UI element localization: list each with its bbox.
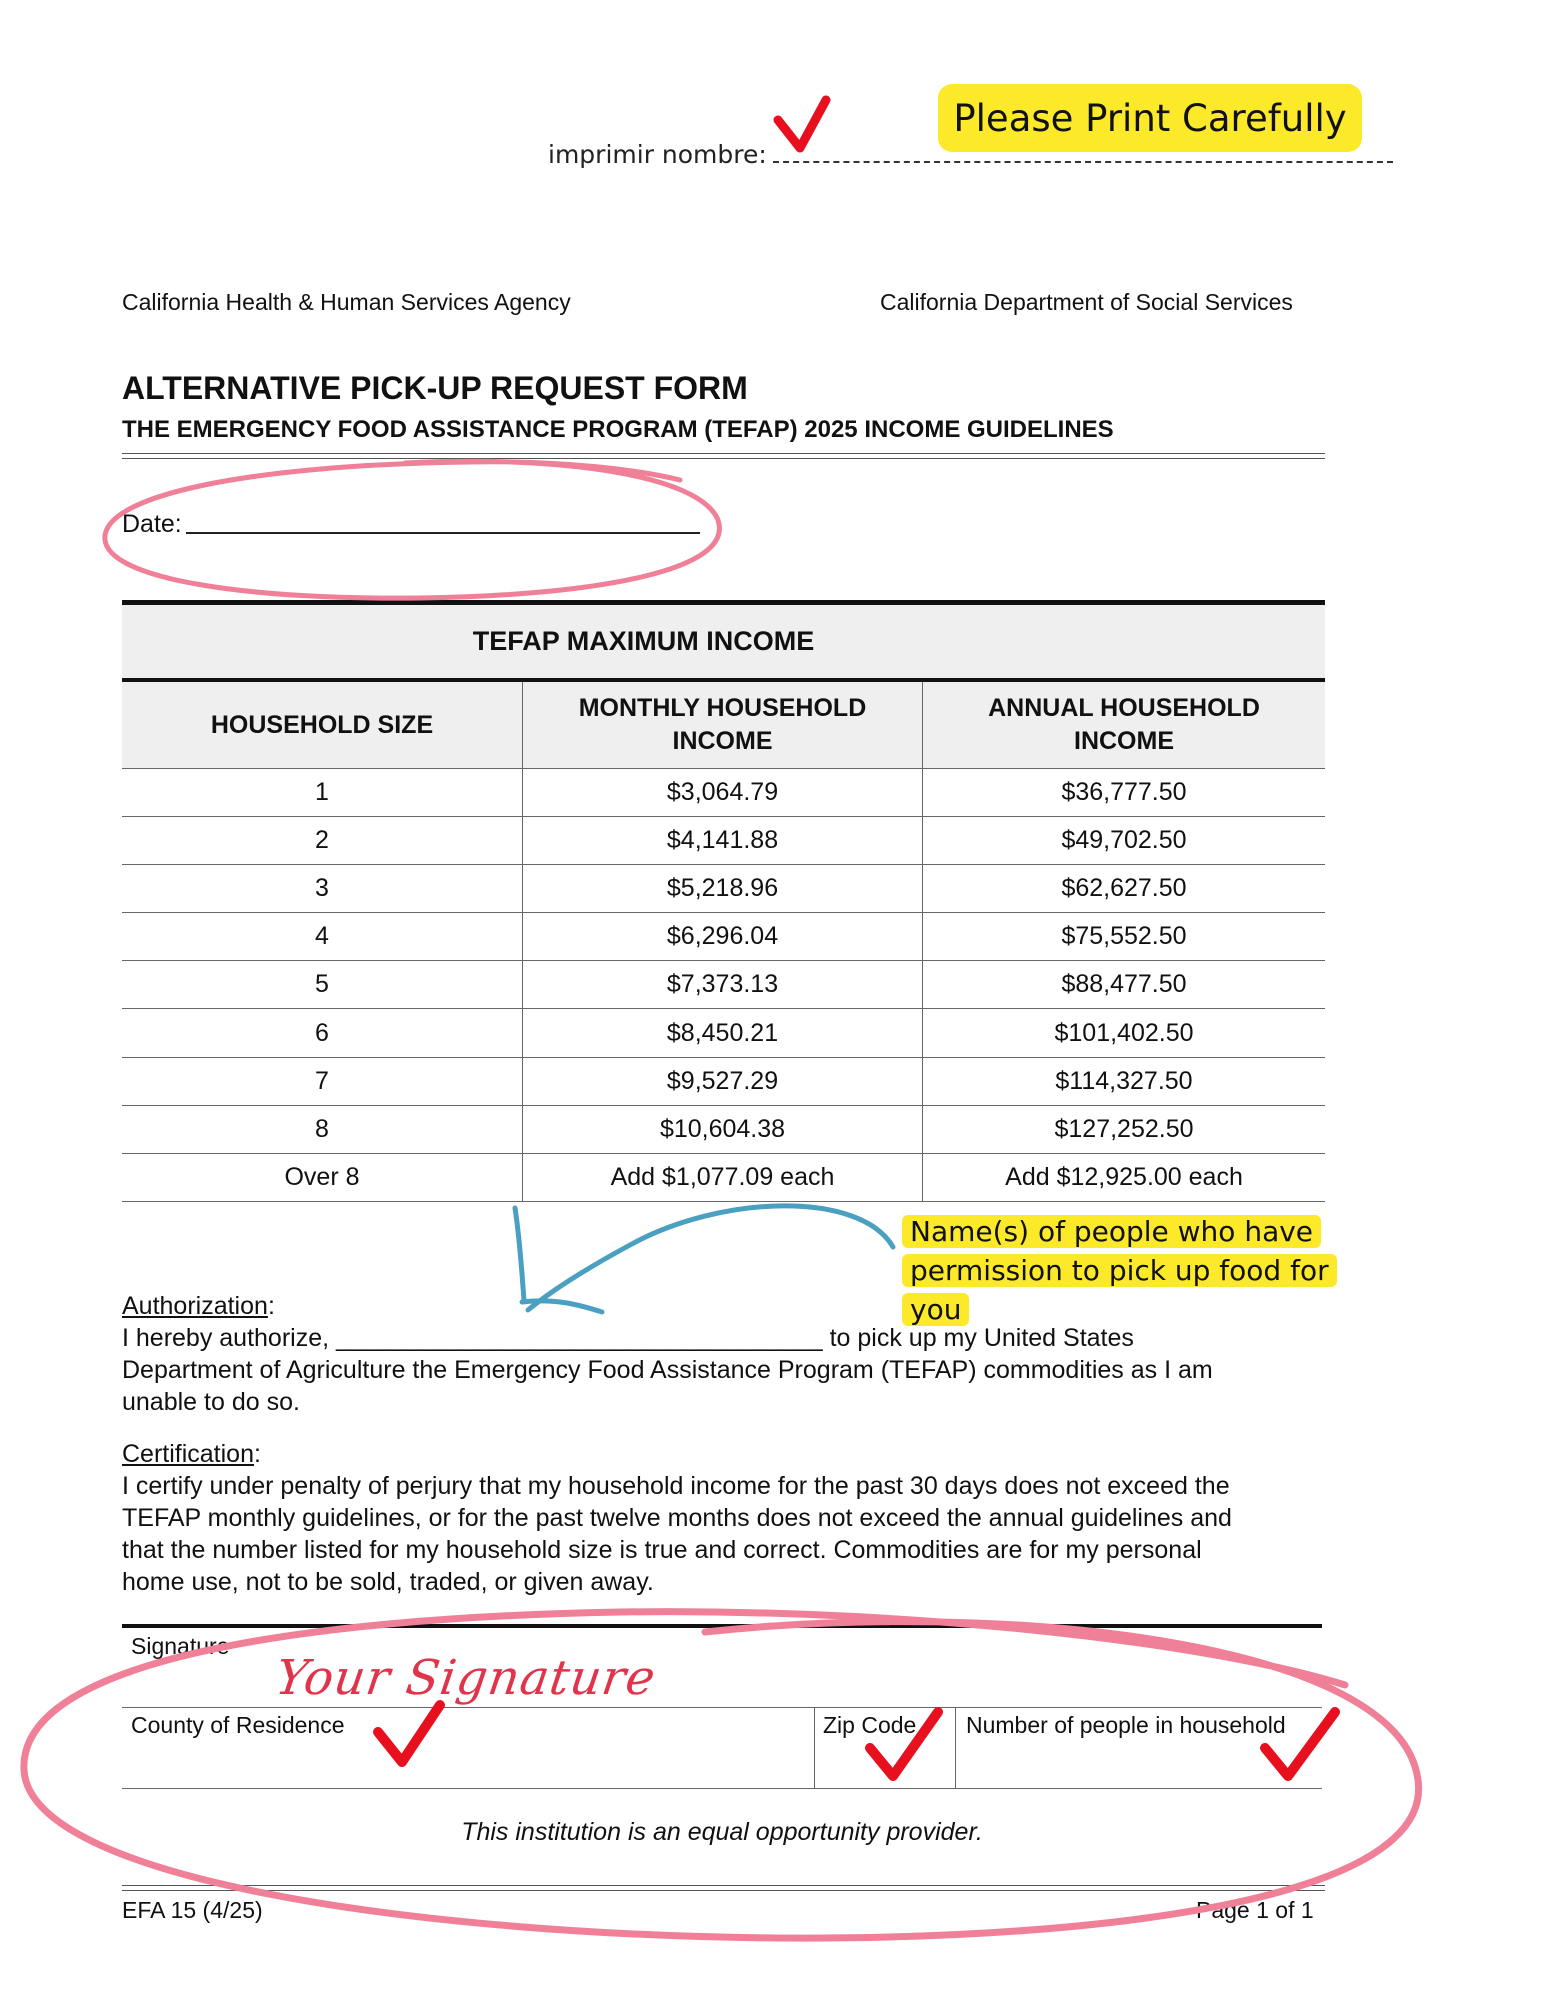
signature-hint: Your Signature bbox=[272, 1650, 660, 1706]
cell-annual: $114,327.50 bbox=[922, 1058, 1325, 1105]
pickup-names-note-line2: permission to pick up food for you bbox=[902, 1254, 1337, 1326]
cell-annual: $88,477.50 bbox=[922, 961, 1325, 1008]
cell-size: 8 bbox=[315, 1114, 329, 1143]
cell-annual: $36,777.50 bbox=[922, 769, 1325, 816]
column-header-monthly-income bbox=[522, 682, 922, 768]
signature-top-rule bbox=[122, 1624, 1322, 1628]
certification-text-line3: that the number listed for my household size is true and correct. Commodities are for my personal bbox=[122, 1536, 1202, 1564]
agency-left: California Health & Human Services Agency bbox=[122, 289, 571, 315]
cell-monthly: Add $1,077.09 each bbox=[522, 1154, 922, 1201]
household-count-field-label: Number of people in household bbox=[966, 1712, 1286, 1738]
cell-monthly: $6,296.04 bbox=[522, 913, 922, 960]
cell-size: 4 bbox=[315, 922, 329, 951]
cell-monthly: $3,064.79 bbox=[522, 769, 922, 816]
county-checkmark-icon bbox=[378, 1705, 440, 1762]
cell-annual: $62,627.50 bbox=[922, 865, 1325, 912]
name-checkmark-icon bbox=[778, 100, 826, 148]
table-title: TEFAP MAXIMUM INCOME bbox=[122, 605, 1325, 678]
cell-monthly: $5,218.96 bbox=[522, 865, 922, 912]
print-carefully-badge: Please Print Carefully bbox=[938, 84, 1362, 152]
authorization-text-line2: Department of Agriculture the Emergency Food Assistance Program (TEFAP) commodities as I am bbox=[122, 1356, 1213, 1384]
cell-annual: $49,702.50 bbox=[922, 817, 1325, 864]
form-title: ALTERNATIVE PICK-UP REQUEST FORM bbox=[122, 370, 748, 406]
cell-size: 7 bbox=[315, 1066, 329, 1095]
table-row bbox=[122, 961, 1325, 1009]
field-separator bbox=[814, 1707, 815, 1788]
cell-size: 3 bbox=[315, 874, 329, 903]
print-name-label: imprimir nombre: bbox=[548, 140, 767, 169]
certification-text-line2: TEFAP monthly guidelines, or for the past twelve months does not exceed the annual guidelines and bbox=[122, 1504, 1232, 1532]
table-row bbox=[122, 769, 1325, 817]
authorization-section bbox=[122, 1290, 1322, 1418]
date-label: Date: bbox=[122, 510, 182, 538]
title-divider bbox=[122, 453, 1325, 459]
print-name-line bbox=[773, 161, 1393, 163]
table-row bbox=[122, 1106, 1325, 1154]
cell-size: 5 bbox=[315, 970, 329, 999]
certification-text-line4: home use, not to be sold, traded, or given away. bbox=[122, 1568, 654, 1596]
cell-annual: $75,552.50 bbox=[922, 913, 1325, 960]
signature-label: Signature bbox=[131, 1633, 230, 1659]
equal-opportunity-statement: This institution is an equal opportunity provider. bbox=[461, 1818, 983, 1846]
cell-monthly: $9,527.29 bbox=[522, 1058, 922, 1105]
cell-size: 1 bbox=[315, 778, 329, 807]
cell-annual: $127,252.50 bbox=[922, 1106, 1325, 1153]
authorization-text-line1: I hereby authorize, ___________________________________ to pick up my United States bbox=[122, 1324, 1134, 1352]
column-header-annual-income bbox=[922, 682, 1325, 768]
table-row bbox=[122, 1058, 1325, 1106]
cell-annual: $101,402.50 bbox=[922, 1009, 1325, 1056]
authorization-text-line3: unable to do so. bbox=[122, 1388, 300, 1416]
date-circle-annotation bbox=[105, 461, 720, 598]
county-field-label: County of Residence bbox=[131, 1712, 345, 1738]
date-input-line[interactable] bbox=[186, 532, 700, 534]
page-number: Page 1 of 1 bbox=[1196, 1897, 1314, 1923]
table-row bbox=[122, 1009, 1325, 1057]
pickup-names-note-line1: Name(s) of people who have bbox=[902, 1215, 1321, 1248]
form-number: EFA 15 (4/25) bbox=[122, 1897, 263, 1923]
footer-divider bbox=[122, 1885, 1325, 1891]
column-header-household-size: HOUSEHOLD SIZE bbox=[210, 710, 434, 739]
table-row bbox=[122, 817, 1325, 865]
authorization-colon: : bbox=[267, 1292, 275, 1320]
cell-monthly: $7,373.13 bbox=[522, 961, 922, 1008]
table-row bbox=[122, 865, 1325, 913]
form-subtitle: THE EMERGENCY FOOD ASSISTANCE PROGRAM (TEFAP) 2025 INCOME GUIDELINES bbox=[122, 416, 1114, 443]
cell-size: 6 bbox=[315, 1018, 329, 1047]
income-table bbox=[122, 600, 1325, 1202]
cell-size: Over 8 bbox=[284, 1162, 360, 1191]
signature-bottom-rule bbox=[122, 1707, 1322, 1708]
cell-monthly: $4,141.88 bbox=[522, 817, 922, 864]
agency-right: California Department of Social Services bbox=[880, 289, 1293, 315]
certification-text-line1: I certify under penalty of perjury that my household income for the past 30 days does not exceed the bbox=[122, 1472, 1230, 1500]
certification-heading: Certification bbox=[122, 1440, 254, 1468]
field-separator bbox=[955, 1707, 956, 1788]
zip-field-label: Zip Code bbox=[823, 1712, 917, 1738]
table-header-row bbox=[122, 682, 1325, 769]
certification-section bbox=[122, 1438, 1322, 1598]
pickup-arrow-shaft bbox=[515, 1208, 524, 1300]
fields-bottom-rule bbox=[122, 1788, 1322, 1789]
cell-size: 2 bbox=[315, 826, 329, 855]
certification-colon: : bbox=[254, 1440, 261, 1468]
authorization-heading: Authorization bbox=[122, 1292, 268, 1320]
cell-monthly: $8,450.21 bbox=[522, 1009, 922, 1056]
cell-annual: Add $12,925.00 each bbox=[922, 1154, 1325, 1201]
column-header-monthly-income-text: MONTHLY HOUSEHOLD INCOME bbox=[578, 694, 867, 755]
cell-monthly: $10,604.38 bbox=[522, 1106, 922, 1153]
column-header-annual-income-text: ANNUAL HOUSEHOLD INCOME bbox=[988, 694, 1260, 755]
table-row bbox=[122, 913, 1325, 961]
table-row bbox=[122, 1154, 1325, 1202]
